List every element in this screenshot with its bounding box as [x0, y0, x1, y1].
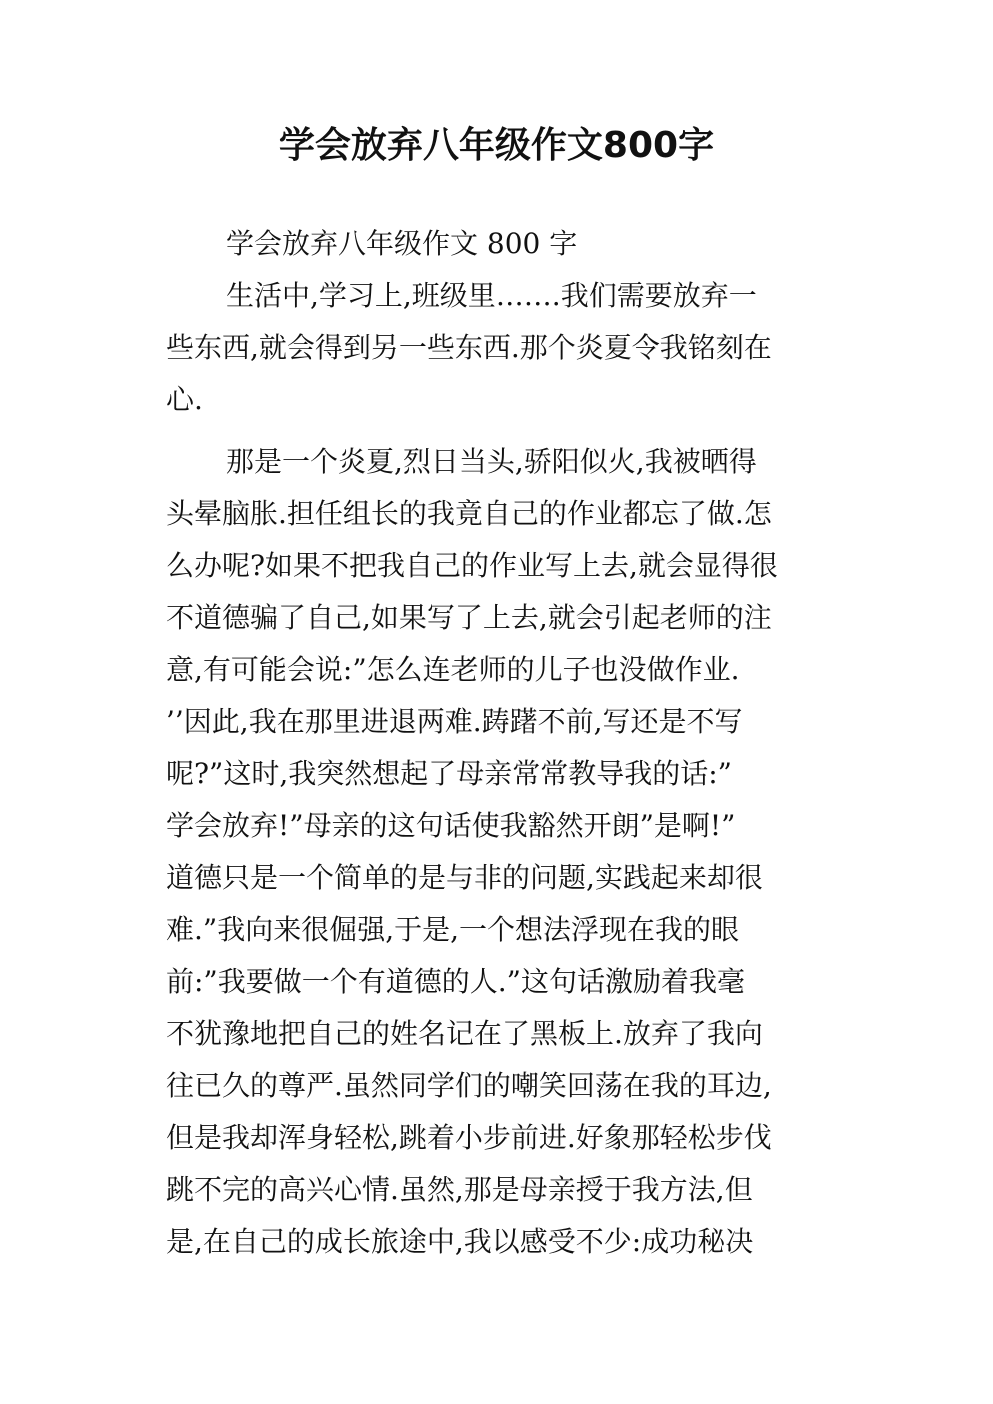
paragraph-line: 往已久的尊严.虽然同学们的嘲笑回荡在我的耳边, [166, 1069, 772, 1102]
paragraph-line: 生活中,学习上,班级里…….我们需要放弃一 [226, 279, 757, 312]
paragraph-line: 呢?”这时,我突然想起了母亲常常教导我的话:” [166, 757, 732, 790]
document-title: 学会放弃八年级作文800字 [278, 125, 715, 166]
paragraph-line: 意,有可能会说:”怎么连老师的儿子也没做作业. [166, 653, 740, 686]
paragraph-line: 前:”我要做一个有道德的人.”这句话激励着我毫 [166, 965, 745, 998]
paragraph-line: 但是我却浑身轻松,跳着小步前进.好象那轻松步伐 [166, 1121, 772, 1154]
paragraph-line: 么办呢?如果不把我自己的作业写上去,就会显得很 [166, 549, 778, 582]
document-body [166, 218, 832, 1268]
paragraph-line: 不道德骗了自己,如果写了上去,就会引起老师的注 [166, 601, 772, 634]
paragraph-line: 不犹豫地把自己的姓名记在了黑板上.放弃了我向 [166, 1017, 763, 1050]
paragraph-line: 道德只是一个简单的是与非的问题,实践起来却很 [166, 861, 763, 894]
paragraph-line: 跳不完的高兴心情.虽然,那是母亲授于我方法,但 [166, 1173, 753, 1206]
paragraph-line: 难.”我向来很倔强,于是,一个想法浮现在我的眼 [166, 913, 740, 946]
paragraph-line: 学会放弃八年级作文 800 字 [226, 227, 578, 260]
paragraph-line: 学会放弃!”母亲的这句话使我豁然开朗”是啊!” [166, 809, 736, 842]
paragraph-line: 是,在自己的成长旅途中,我以感受不少:成功秘决 [166, 1225, 754, 1258]
paragraph-line: 头晕脑胀.担任组长的我竟自己的作业都忘了做.怎 [166, 497, 772, 530]
paragraph-line: 心. [166, 383, 203, 416]
paragraph-line: 些东西,就会得到另一些东西.那个炎夏令我铭刻在 [166, 331, 772, 364]
paragraph-line: 那是一个炎夏,烈日当头,骄阳似火,我被晒得 [226, 445, 757, 478]
paragraph-line: ’’因此,我在那里进退两难.踌躇不前,写还是不写 [166, 705, 743, 738]
